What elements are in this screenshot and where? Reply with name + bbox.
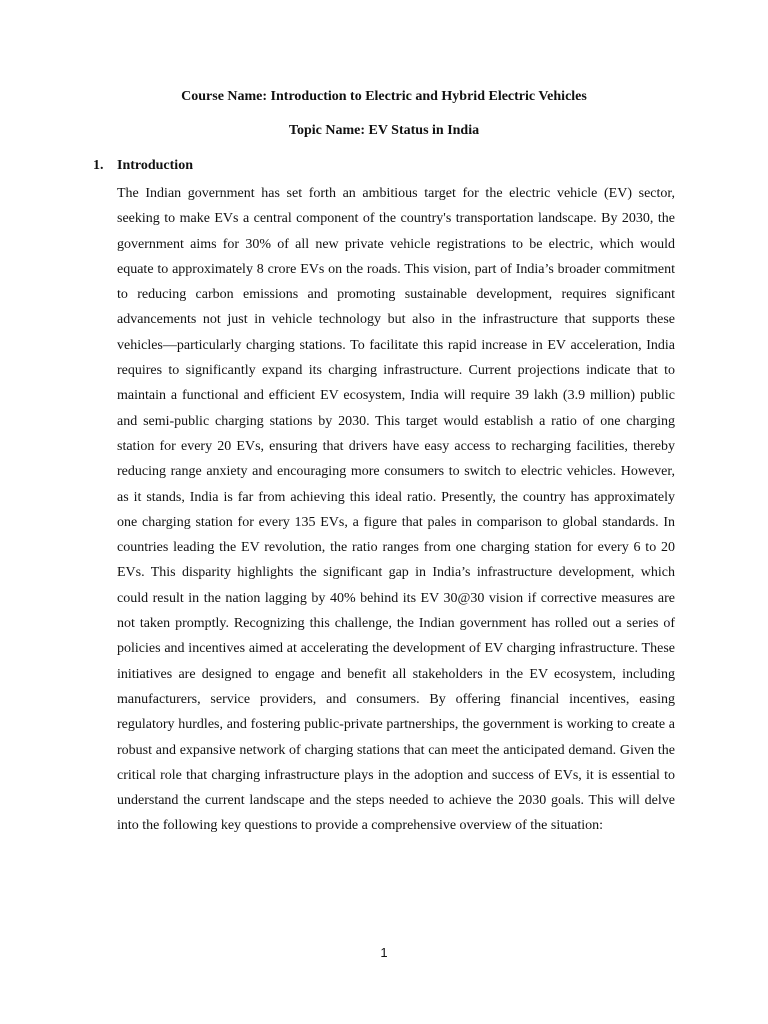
topic-title: Topic Name: EV Status in India — [288, 123, 480, 138]
section-heading — [93, 156, 193, 176]
body-paragraph: The Indian government has set forth an ambitious target for the electric vehicle (EV) sector, seeking to make EVs a central component of the country's transportation landscape. By 2030, the government aims for 30% of all new private vehicle registrations to be electric, which would equate to approximately 8 crore EVs on the roads. This vision, part of India’s broader commitment to reducing carbon emissions and promoting sustainable development, requires significant advancements not just in vehicle technology but also in the infrastructure that supports these vehicles—particularly charging stations. To facilitate this rapid increase in EV acceleration, India requires to significantly expand its charging infrastructure. Current projections indicate that to maintain a functional and efficient EV ecosystem, India will require 39 lakh (3.9 million) public and semi-public charging stations by 2030. This target would establish a ratio of one charging station for every 20 EVs, ensuring that drivers have easy access to recharging facilities, thereby reducing range anxiety and encouraging more consumers to switch to electric vehicles. However, as it stands, India is far from achieving this ideal ratio. Presently, the country has approximately one charging station for every 135 EVs, a figure that pales in comparison to global standards. In countries leading the EV revolution, the ratio ranges from one charging station for every 6 to 20 EVs. This disparity highlights the significant gap in India’s infrastructure development, which could result in the nation lagging by 40% behind its EV 30@30 vision if corrective measures are not taken promptly. Recognizing this challenge, the Indian government has rolled out a series of policies and incentives aimed at accelerating the development of EV charging infrastructure. These initiatives are designed to engage and benefit all stakeholders in the EV ecosystem, including manufacturers, service providers, and consumers. By offering financial incentives, easing regulatory hurdles, and fostering public-private partnerships, the government is working to create a robust and expansive network of charging stations that can meet the anticipated demand. Given the critical role that charging infrastructure plays in the adoption and success of EVs, it is essential to understand the current landscape and the steps needed to achieve the 2030 goals. This will delve into the following key questions to provide a comprehensive overview of the situation: — [117, 186, 675, 834]
page-number: 1 — [380, 945, 388, 960]
course-title: Course Name: Introduction to Electric and Hybrid Electric Vehicles — [181, 89, 587, 104]
section-number: 1. — [93, 158, 104, 173]
section-title: Introduction — [117, 158, 193, 173]
